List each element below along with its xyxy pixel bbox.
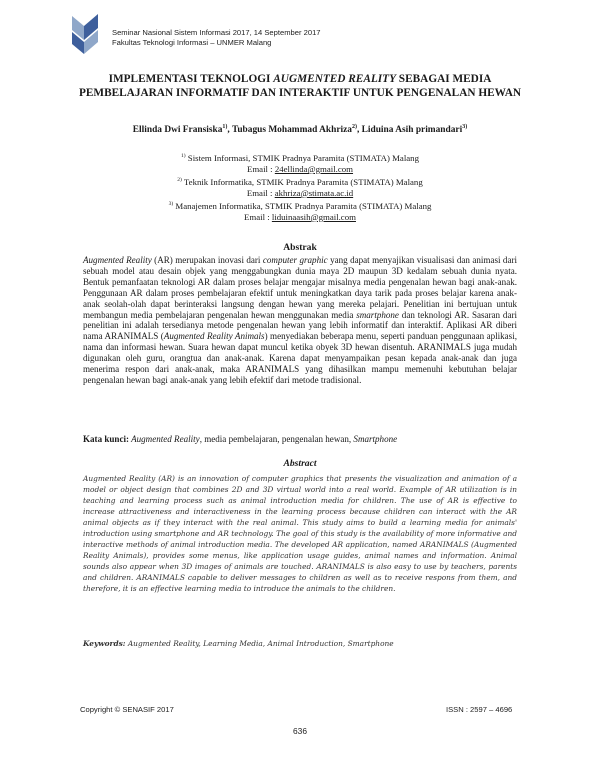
email-label-1: Email : [246,163,275,174]
email-link-3[interactable]: liduinaasih@gmail.com [271,211,356,222]
affiliation-1-sup: 1) [181,153,186,159]
abstract-body: Augmented Reality (AR) is an innovation of computer graphics that presents the visualization and animation of a model or object design that combines 2D and 3D virtual world into a real world. Example of AR utilization is in teaching and learning process such as animal introduction media for children. The use of AR is effective to increase attractiveness and interactiveness in the learning process because children can interact with the AR animal objects as if they interact with the real animal. This study aims to build a learning media for animals' introduction using smartphone and AR technology. The goal of this study is the availability of more informative and interactive methods of animal introduction media. The developed AR application, named ARANIMALS (Augmented Reality Animals), provides some menus, like application usage guides, animal names and information. Animal sounds also appear when 3D images of animals are touched. ARANIMALS is also easy to use by teachers, parents and children. ARANIMALS capable to deliver messages to children as well as to receive respons from them, and therefore, it is an effective learning media to introduce the animals to the children. [83,474,517,593]
abstrak-s1: Augmented Reality [83,255,152,265]
abstract-heading: Abstract [283,458,317,469]
title-part-2: AUGMENTED REALITY [273,73,396,85]
affiliation-3-email-line [100,212,500,223]
affiliation-2-email-line [100,188,500,199]
kata-kunci-k3: Smartphone [353,434,398,444]
conference-logo-icon [68,12,102,56]
affiliation-3-name: Manajemen Informatika, STMIK Pradnya Paramita (STIMATA) Malang [173,200,432,211]
author-1-sup: 1) [222,124,228,130]
conference-name: Seminar Nasional Sistem Informasi 2017, 14 September 2017 [112,28,321,37]
kata-kunci [83,434,517,445]
title-part-3: SEBAGAI MEDIA PEMBELAJARAN INFORMATIF DAN INTERAKTIF UNTUK PENGENALAN HEWAN [78,73,522,99]
author-2: Tubagus Mohammad Akhriza [231,125,352,136]
keywords-label: Keywords: [83,639,126,648]
abstrak-heading: Abstrak [283,242,317,253]
author-2-sup: 2) [351,124,357,130]
affiliation-3-sup: 3) [168,200,174,207]
abstrak-s2: (AR) merupakan inovasi dari [151,255,263,265]
conference-header [112,28,321,48]
email-link-1[interactable]: 24ellinda@gmail.com [274,163,354,174]
paper-title [70,72,530,100]
affiliation-1-email-line [100,164,500,175]
affiliation-1 [100,151,500,164]
title-part-1: IMPLEMENTASI TEKNOLOGI [108,73,274,85]
affiliation-2-sup: 2) [177,176,182,183]
abstrak-s4: yang dapat menyajikan visualisasi dan animasi dari sebuah model atau desain objek yang menggabungkan dunia maya 2D maupun 3D kedalam sebuah dunia nyata. Bentuk pemanfaatan teknologi AR dalam proses belajar mengajar misalnya media pengenalan hewan bagi anak-anak. Penggunaan AR dalam proses pembelajaran efektif untuk meningkatkan daya tarik pada proses belajar karena anak-anak seolah-olah dapat berinteraksi langsung dengan hewan yang mereka pelajari. Penelitian ini bertujuan untuk membangun media pembelajaran pengenalan hewan menggunakan media [83,255,517,320]
author-sep-1: , [227,125,232,136]
abstrak-s7: Augmented Reality Animals [163,331,265,342]
copyright: Copyright © SENASIF 2017 [80,705,174,714]
email-label-2: Email : [246,187,275,198]
affiliations [100,151,500,223]
issn: ISSN : 2597 – 4696 [446,705,513,714]
affiliation-3 [100,199,500,212]
author-1: Ellinda Dwi Fransiska [132,125,223,136]
affiliation-1-name: Sistem Informasi, STMIK Pradnya Paramita (STIMATA) Malang [185,152,419,163]
keywords [83,638,517,649]
author-list [60,124,540,135]
faculty-name: Fakultas Teknologi Informasi – UNMER Malang [112,38,272,47]
kata-kunci-k2: , media pembelajaran, pengenalan hewan, [199,434,354,444]
abstrak-s5: smartphone [356,309,399,320]
page-number: 636 [293,726,307,736]
affiliation-2-name: Teknik Informatika, STMIK Pradnya Paramita (STIMATA) Malang [181,176,423,187]
keywords-text: Augmented Reality, Learning Media, Animal Introduction, Smartphone [125,639,394,648]
email-label-3: Email : [244,211,272,222]
kata-kunci-k1: Augmented Reality [129,434,200,444]
kata-kunci-label: Kata kunci: [83,434,129,444]
abstrak-s8: ) menyediakan beberapa menu, seperti panduan penggunaan aplikasi, nama dan informasi hewan. Suara hewan dapat muncul ketika obyek 3D hewan disentuh. ARANIMALS juga mudah digunakan oleh guru, orangtua dan anak-anak. Karena dapat menyampaikan pesan kepada anak-anak dan juga menerima respon dari anak-anak, maka ARANIMALS yang dihasilkan mampu memenuhi kebutuhan belajar pengenalan hewan bagi anak-anak yang lebih efektif dari metode tradisional. [83,331,517,385]
abstrak-s6: dan teknologi AR. Sasaran dari penelitian ini adalah tersedianya metode pengenalan hewan yang lebih informatif dan interaktif. Aplikasi AR diberi nama ARANIMALS ( [83,309,518,342]
author-3: Liduina Asih primandari [361,125,463,136]
email-link-2[interactable]: akhriza@stimata.ac.id [274,187,354,198]
abstrak-body [83,255,517,386]
affiliation-2 [100,175,500,188]
abstrak-s3: computer graphic [262,255,328,265]
author-sep-2: , [356,125,362,136]
author-3-sup: 3) [462,124,468,130]
